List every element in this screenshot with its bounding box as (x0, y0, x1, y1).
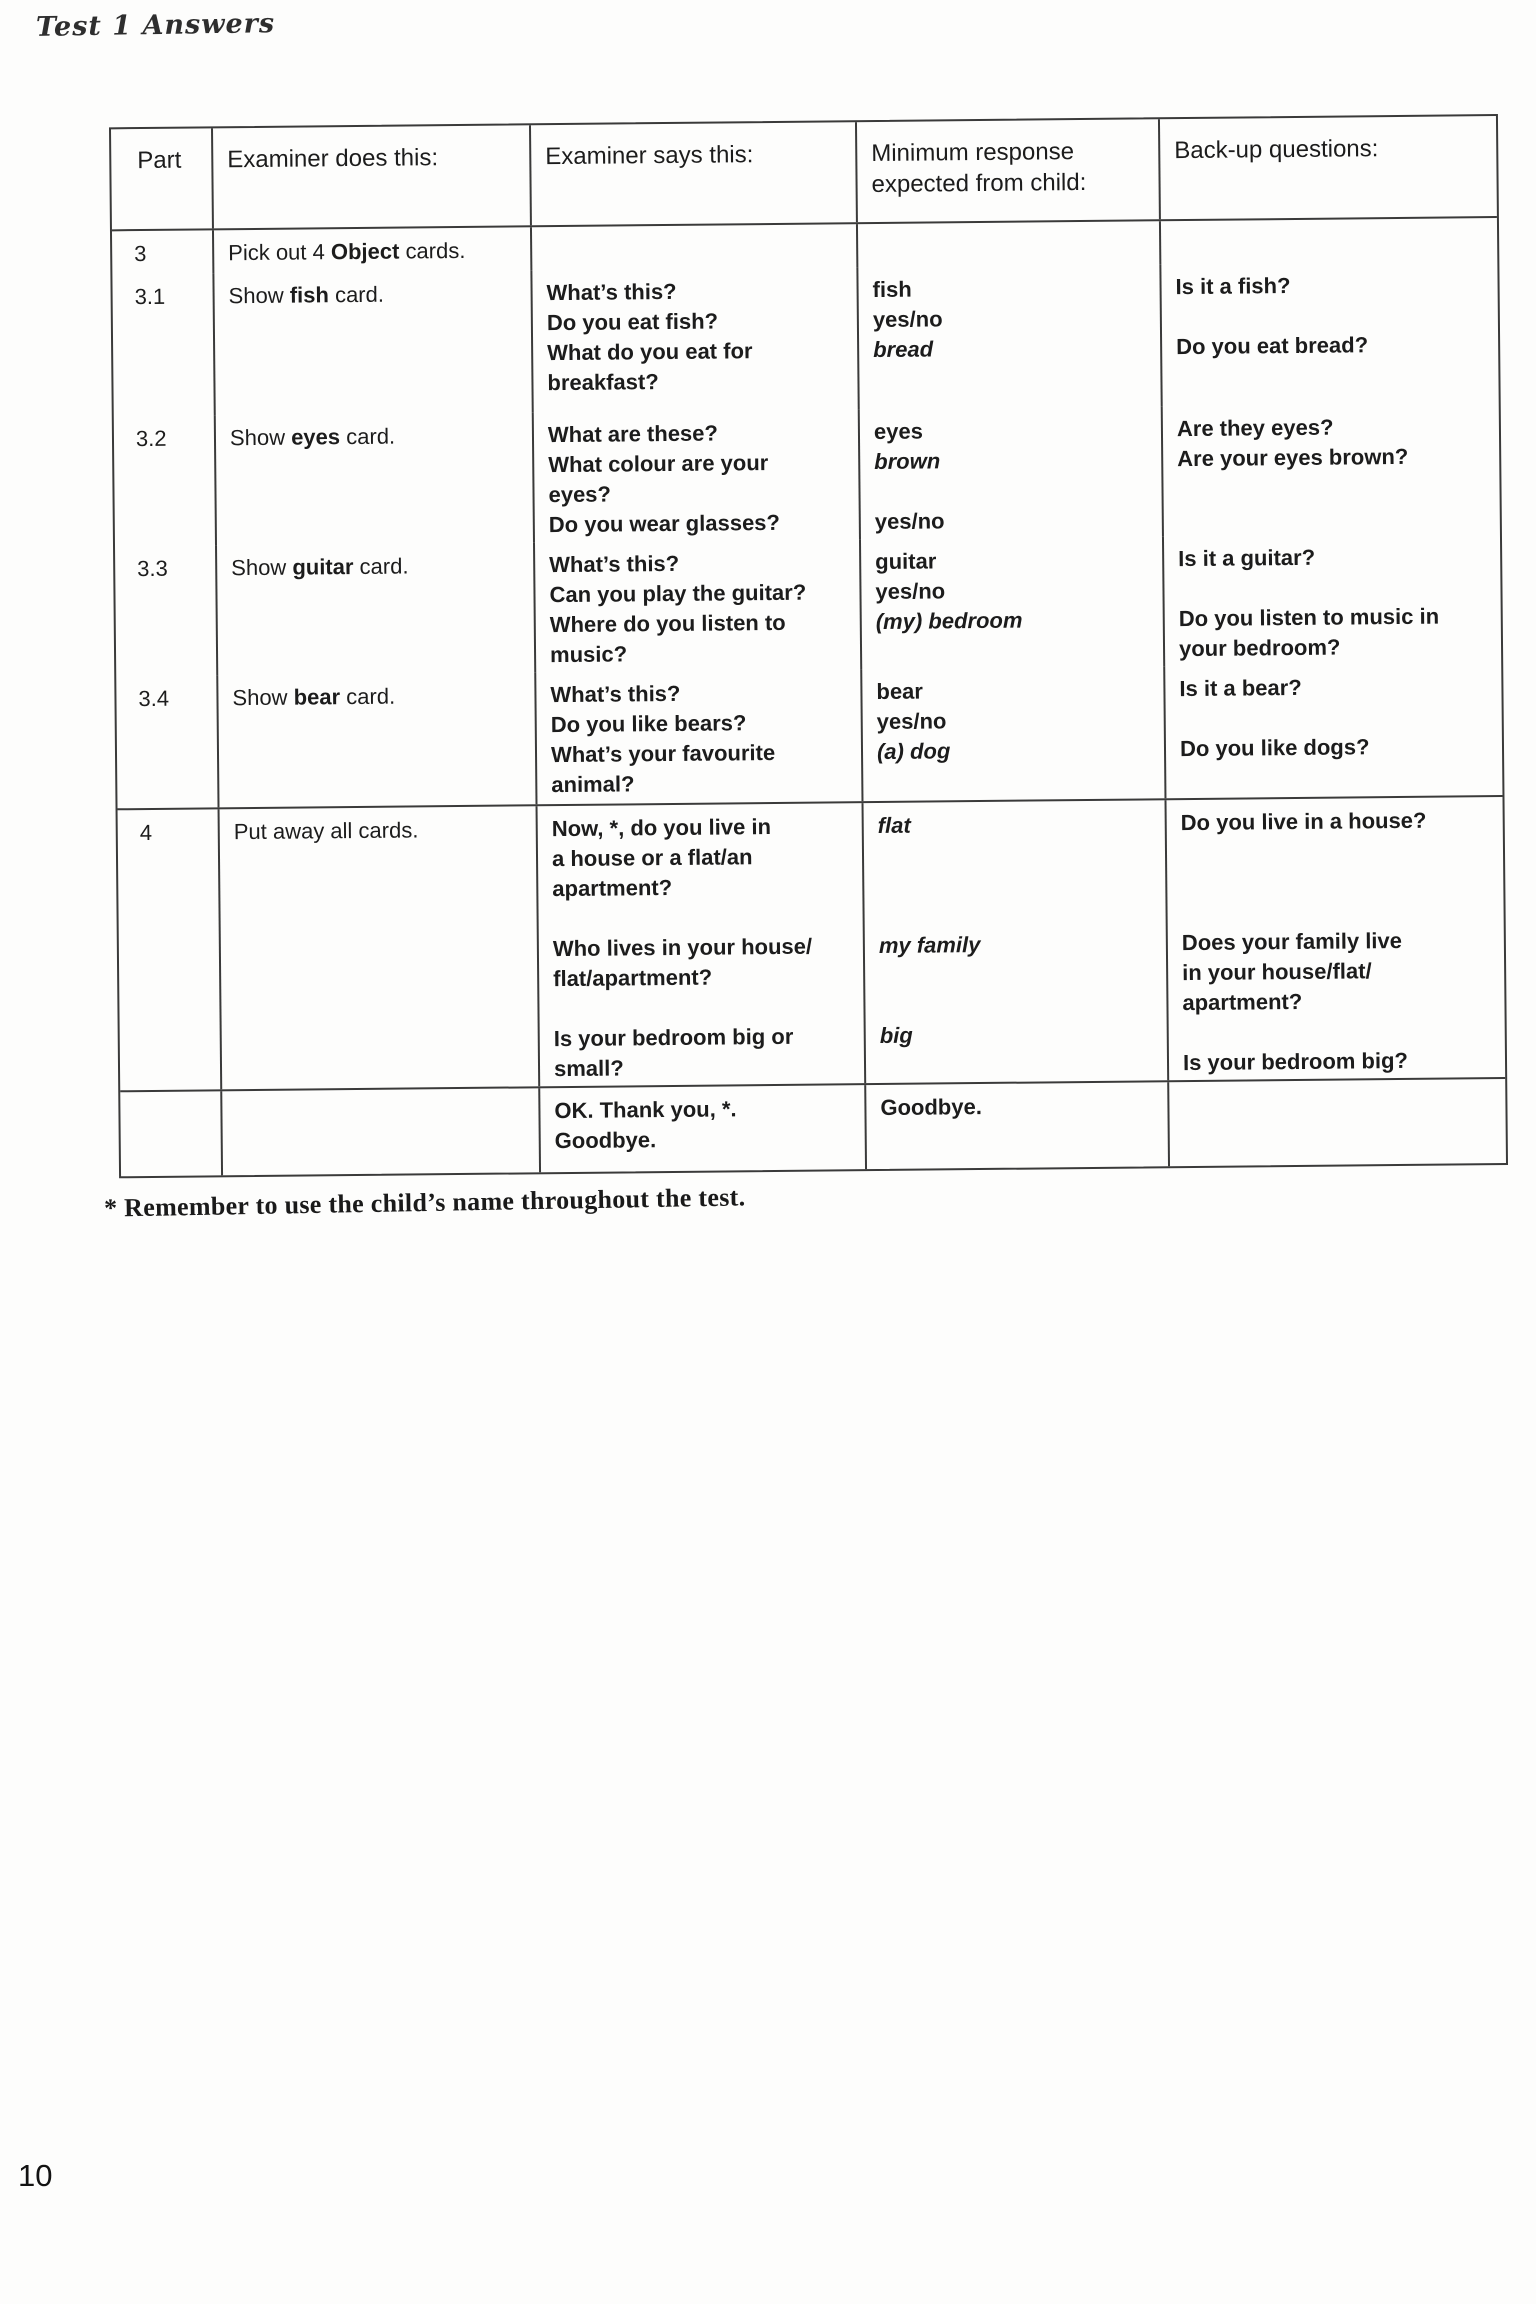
text-line: Is it a fish? (1175, 273, 1291, 300)
text-line: apartment? (1182, 988, 1303, 1016)
text-line: yes/no (872, 306, 943, 333)
cell-does (215, 542, 534, 675)
table-body (112, 216, 1506, 1176)
text-line (232, 680, 524, 713)
text-line: Are your eyes brown? (1177, 443, 1409, 472)
text-segment: Show (232, 684, 294, 711)
text-line: What’s this? (550, 680, 681, 708)
cell-does (214, 412, 533, 545)
text-segment: cards. (399, 237, 466, 264)
text-line (228, 278, 520, 311)
header-backup-questions: Back-up questions: (1158, 116, 1497, 219)
cell-part: 3.2 (135, 425, 167, 452)
card-name-bold: fish (289, 282, 330, 308)
text-line: eyes (873, 418, 924, 445)
text-line (879, 958, 1156, 991)
page-title: Test 1 Answers (35, 8, 276, 43)
header-minimum-response: Minimum response expected from child: (855, 119, 1159, 222)
text-line (230, 420, 522, 453)
cell-backup (1162, 533, 1501, 666)
text-line (878, 898, 1155, 931)
cell-part: 3.4 (138, 685, 170, 712)
cell-says (536, 803, 865, 1086)
table-row (120, 1077, 1506, 1176)
text-line: Do you wear glasses? (548, 509, 781, 538)
text-line (231, 550, 523, 583)
text-line: Where do you listen to (549, 609, 786, 638)
cell-response (856, 264, 1160, 409)
table-row (112, 261, 1498, 416)
text-line: Do you live in a house? (1180, 807, 1427, 836)
text-line: your bedroom? (1178, 634, 1341, 662)
text-line: breakfast? (547, 369, 659, 396)
text-line: fish (872, 276, 912, 303)
text-segment: card. (339, 683, 396, 710)
cell-does (218, 806, 539, 1089)
text-line: Is it a guitar? (1178, 544, 1316, 572)
cell-says (530, 224, 856, 270)
cell-does (220, 1088, 539, 1175)
table-row (116, 663, 1502, 808)
text-line: big (879, 1022, 913, 1048)
text-line: Does your family live (1181, 927, 1403, 956)
cell-backup (1159, 218, 1497, 264)
cell-part: 3 (134, 240, 147, 267)
text-line: small? (553, 1055, 624, 1082)
text-line: apartment? (552, 874, 673, 902)
card-name-bold: eyes (291, 424, 341, 450)
text-line: Is it a bear? (1179, 674, 1302, 702)
text-line (879, 988, 1156, 1021)
text-segment: card. (353, 553, 409, 580)
text-line (1181, 835, 1493, 868)
cell-backup (1164, 797, 1505, 1080)
text-line: yes/no (876, 708, 947, 735)
text-line: What’s your favourite (550, 739, 776, 768)
cell-part: 4 (139, 819, 153, 846)
text-line: Is your bedroom big or (553, 1023, 794, 1052)
text-line: (my) bedroom (875, 607, 1023, 635)
text-line (1180, 701, 1492, 734)
text-segment: Show (229, 424, 292, 451)
text-segment: Pick out 4 (228, 239, 332, 266)
page-number: 10 (18, 2158, 53, 2193)
text-line (553, 991, 853, 1024)
text-line (552, 901, 852, 934)
text-line: Are they eyes? (1176, 414, 1334, 442)
text-line: bear (876, 678, 924, 705)
text-line (1178, 571, 1490, 604)
text-segment: Show (231, 554, 293, 581)
cell-does (212, 270, 531, 415)
text-line (874, 474, 1151, 507)
table-row (115, 533, 1501, 676)
text-line: guitar (875, 548, 937, 575)
text-line: Do you like dogs? (1179, 734, 1370, 762)
card-name-bold: guitar (292, 554, 354, 580)
cell-backup (1159, 261, 1498, 406)
table-row (118, 795, 1506, 1090)
text-line: flat/apartment? (553, 964, 713, 992)
cell-says (538, 1085, 865, 1172)
text-line (1176, 299, 1488, 332)
text-line: OK. Thank you, *. (554, 1096, 737, 1124)
text-line: Now, *, do you live in (551, 814, 772, 842)
cell-says (530, 267, 857, 412)
text-line: (a) dog (876, 738, 951, 765)
text-line: a house or a flat/an (551, 844, 753, 872)
text-line (1181, 895, 1493, 928)
text-line: brown (874, 448, 941, 475)
text-line: music? (549, 641, 628, 668)
cell-says (532, 409, 859, 542)
cell-backup (1161, 403, 1500, 536)
cell-says (533, 539, 860, 672)
text-line: yes/no (875, 578, 946, 605)
cell-response (859, 536, 1163, 669)
cell-response (856, 221, 1159, 267)
text-line: eyes? (548, 481, 612, 508)
card-name-bold: bear (293, 684, 341, 710)
text-line: my family (878, 932, 981, 958)
cell-response (864, 1082, 1168, 1169)
cell-backup (1167, 1079, 1506, 1166)
text-line: What’s this? (549, 550, 680, 578)
text-segment: card. (339, 423, 396, 450)
text-line: animal? (551, 771, 635, 798)
cell-response (858, 406, 1162, 539)
text-line: flat (877, 812, 911, 839)
text-line: Do you listen to music in (1178, 603, 1440, 632)
text-line: What colour are your (548, 450, 769, 478)
table-header-row (111, 116, 1497, 229)
footnote: * Remember to use the child’s name throughout the test. (103, 1182, 746, 1223)
text-line: Can you play the guitar? (549, 579, 807, 608)
text-line: What’s this? (546, 278, 677, 306)
text-line: Do you eat fish? (546, 308, 719, 336)
answer-table (109, 114, 1508, 1178)
text-line: What are these? (547, 420, 719, 448)
cell-response (860, 666, 1164, 801)
text-line (878, 838, 1155, 871)
cell-does (212, 227, 530, 273)
card-name-bold: Object (330, 238, 400, 265)
text-line: Goodbye. (880, 1094, 983, 1120)
table-row (114, 403, 1500, 546)
cell-part: 3.3 (137, 555, 168, 582)
text-line: in your house/flat/ (1182, 958, 1372, 986)
text-line: Do you like bears? (550, 710, 747, 738)
text-line: yes/no (874, 508, 945, 535)
text-line: bread (873, 336, 934, 363)
text-segment: Put away all cards. (233, 817, 419, 845)
header-part: Part (137, 146, 182, 175)
text-line (1183, 1015, 1495, 1048)
cell-part: 3.1 (134, 283, 166, 310)
text-line (234, 814, 526, 847)
cell-does (216, 672, 535, 807)
cell-says (534, 669, 861, 804)
text-line: Do you eat bread? (1176, 332, 1369, 360)
text-segment: Show (228, 282, 290, 309)
text-line: Is your bedroom big? (1182, 1047, 1409, 1076)
header-examiner-does: Examiner does this: (211, 125, 530, 228)
cell-part (120, 1091, 221, 1176)
text-line (1181, 865, 1493, 898)
text-segment: card. (328, 281, 385, 308)
text-line (228, 235, 520, 268)
cell-backup (1163, 663, 1502, 798)
text-line (878, 868, 1155, 901)
text-line: Goodbye. (554, 1127, 657, 1154)
text-line: Who lives in your house/ (552, 933, 813, 962)
cell-response (862, 800, 1168, 1083)
text-line: What do you eat for (547, 338, 753, 366)
text-line (236, 1096, 528, 1099)
header-examiner-says: Examiner says this: (529, 122, 856, 225)
